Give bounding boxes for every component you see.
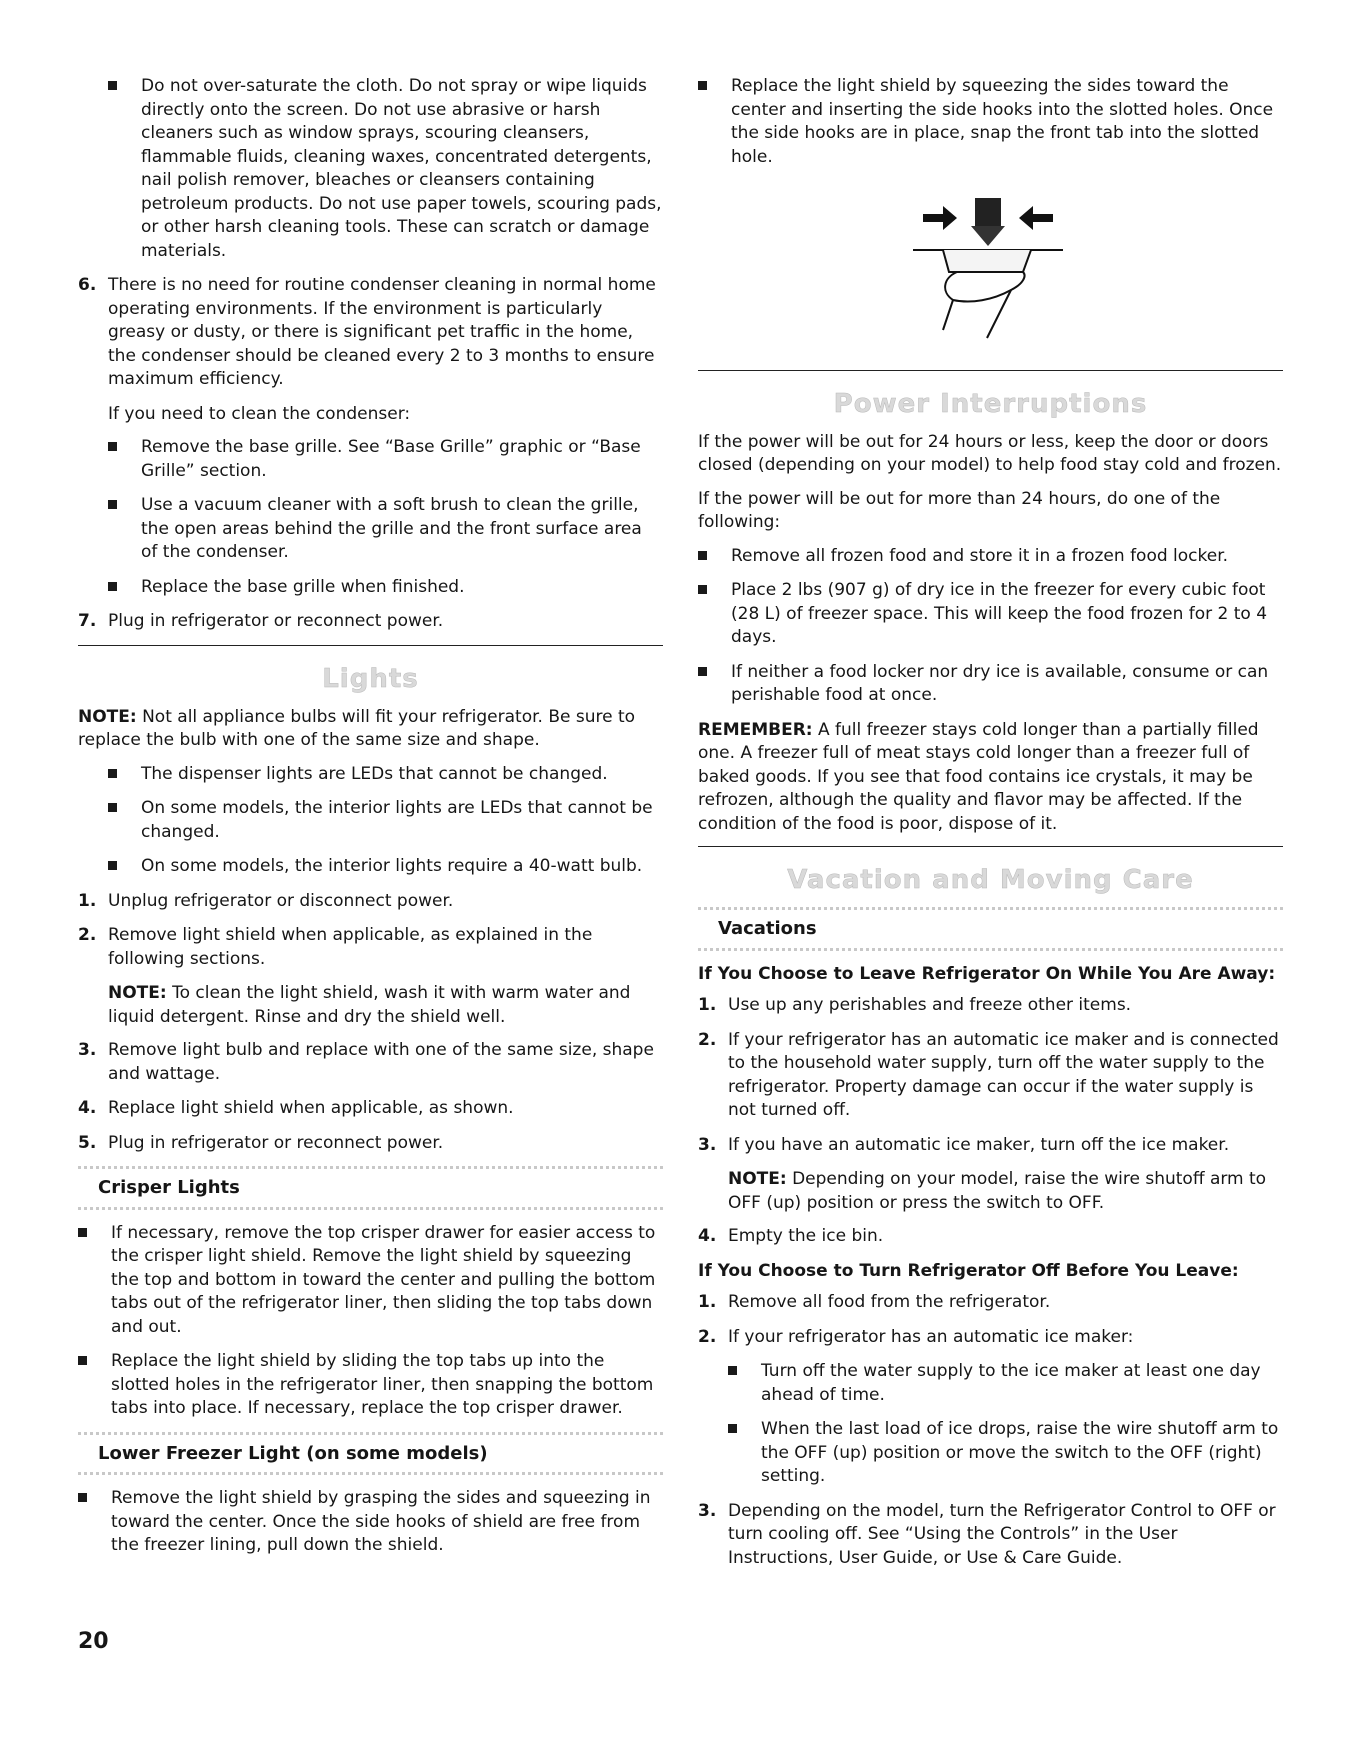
subsection-title-crisper-lights: Crisper Lights	[78, 1166, 663, 1210]
bullet-icon	[698, 551, 707, 560]
list-item: On some models, the interior lights require a 40-watt bulb.	[108, 855, 663, 879]
page-number: 20	[78, 1629, 109, 1654]
list-item: 3. If you have an automatic ice maker, turn off the ice maker.	[698, 1134, 1230, 1155]
list-item: Remove the base grille. See “Base Grille” graphic or “Base Grille” section.	[108, 436, 663, 483]
right-column	[698, 75, 1283, 1581]
minor-heading: If You Choose to Leave Refrigerator On While You Are Away:	[698, 963, 1276, 984]
bullet-icon	[698, 81, 707, 90]
paragraph: If you need to clean the condenser:	[108, 403, 411, 424]
bullet-icon	[108, 81, 117, 90]
bullet-icon	[108, 442, 117, 451]
list-item: On some models, the interior lights are LEDs that cannot be changed.	[108, 797, 663, 844]
list-item: 2. If your refrigerator has an automatic ice maker:	[698, 1326, 1134, 1347]
list-item: 2. If your refrigerator has an automatic ice maker and is connected to the household water supply, turn off the water supply to the refrigerator. Property damage can occur if the water supply is not turned off.	[698, 1029, 1279, 1120]
list-item: Use a vacuum cleaner with a soft brush to clean the grille, the open areas behind the grille and the front surface area of the condenser.	[108, 494, 663, 565]
bullet-icon	[108, 803, 117, 812]
light-shield-illustration	[913, 192, 1063, 342]
list-item: 5. Plug in refrigerator or reconnect power.	[78, 1132, 444, 1153]
list-item: 4. Replace light shield when applicable, as shown.	[78, 1098, 514, 1118]
list-item: Do not over-saturate the cloth. Do not spray or wipe liquids directly onto the screen. Do not use abrasive or harsh cleaners such as window sprays, scouring cleansers, flammable fluids, cleaning waxes, concentrated detergents, nail polish remover, bleaches or cleansers containing petroleum products. Do not use paper towels, scouring pads, or other harsh cleaning tools. These can scratch or damage materials.	[108, 75, 663, 263]
left-column	[78, 75, 663, 1569]
list-item: 3. Depending on the model, turn the Refrigerator Control to OFF or turn cooling off. See “Using the Controls” in the User Instructions, User Guide, or Use & Care Guide.	[698, 1500, 1276, 1568]
list-item: If neither a food locker nor dry ice is available, consume or can perishable food at once.	[698, 661, 1283, 708]
hand-icon	[913, 250, 1063, 338]
note-paragraph: NOTE: Not all appliance bulbs will fit your refrigerator. Be sure to replace the bulb with one of the same size and shape.	[78, 706, 636, 750]
bullet-icon	[698, 667, 707, 676]
bullet-icon	[108, 861, 117, 870]
note-paragraph: NOTE: Depending on your model, raise the wire shutoff arm to OFF (up) position or press the switch to OFF.	[728, 1169, 1267, 1213]
paragraph: If the power will be out for more than 24 hours, do one of the following:	[698, 488, 1221, 532]
section-title-lights: Lights	[322, 663, 419, 694]
note-paragraph: NOTE: To clean the light shield, wash it with warm water and liquid detergent. Rinse and dry the shield well.	[108, 983, 631, 1027]
list-item: If necessary, remove the top crisper drawer for easier access to the crisper light shield. Remove the light shield by squeezing the top and bottom in toward the center and pulling the bottom tabs out of the refrigerator liner, then sliding the top tabs down and out.	[78, 1222, 663, 1340]
list-item: Remove the light shield by grasping the sides and squeezing in toward the center. Once the side hooks of shield are free from the freezer lining, pull down the shield.	[78, 1487, 663, 1558]
list-item: 2. Remove light shield when applicable, as explained in the following sections.	[78, 925, 593, 969]
list-item: When the last load of ice drops, raise the wire shutoff arm to the OFF (up) position or move the switch to the OFF (right) setting.	[728, 1418, 1283, 1489]
list-item: 6. There is no need for routine condenser cleaning in normal home operating environments. If the environment is particularly greasy or dusty, or there is significant pet traffic in the home, the condenser should be cleaned every 2 to 3 months to ensure maximum efficiency.	[78, 275, 656, 389]
section-divider	[698, 846, 1283, 847]
remember-label: REMEMBER:	[698, 719, 813, 740]
section-divider	[698, 370, 1283, 371]
list-item: Replace the light shield by sliding the top tabs up into the slotted holes in the refrigerator liner, then snapping the bottom tabs into place. If necessary, replace the top crisper drawer.	[78, 1350, 663, 1421]
section-title-vacation-moving-care: Vacation and Moving Care	[787, 865, 1194, 895]
bullet-icon	[78, 1356, 87, 1365]
list-item: 1. Use up any perishables and freeze other items.	[698, 995, 1132, 1015]
list-item: Replace the base grille when finished.	[108, 576, 663, 600]
list-item: Replace the light shield by squeezing the sides toward the center and inserting the side hooks into the slotted holes. Once the side hooks are in place, snap the front tab into the slotted hole.	[698, 75, 1283, 169]
remember-paragraph: REMEMBER: A full freezer stays cold longer than a partially filled one. A freezer full of meat stays cold longer than a freezer full of baked goods. If you see that food contains ice crystals, it may be refrozen, although the quality and flavor may be affected. If the condition of the food is poor, dispose of it.	[698, 719, 1259, 834]
bullet-icon	[108, 769, 117, 778]
note-label: NOTE:	[78, 706, 137, 727]
bullet-icon	[108, 582, 117, 591]
list-item: Place 2 lbs (907 g) of dry ice in the freezer for every cubic foot (28 L) of freezer space. This will keep the food frozen for 2 to 4 days.	[698, 579, 1283, 650]
minor-heading: If You Choose to Turn Refrigerator Off Before You Leave:	[698, 1260, 1239, 1281]
bullet-icon	[78, 1493, 87, 1502]
list-item: 1. Remove all food from the refrigerator.	[698, 1292, 1051, 1312]
bullet-icon	[108, 500, 117, 509]
bullet-icon	[698, 585, 707, 594]
list-item: 1. Unplug refrigerator or disconnect power.	[78, 890, 454, 911]
section-divider	[78, 645, 663, 646]
bullet-icon	[78, 1228, 87, 1237]
list-item: 7. Plug in refrigerator or reconnect power.	[78, 611, 444, 631]
list-item: Remove all frozen food and store it in a frozen food locker.	[698, 545, 1283, 569]
bullet-icon	[728, 1366, 737, 1375]
list-item: 3. Remove light bulb and replace with one of the same size, shape and wattage.	[78, 1040, 654, 1084]
paragraph: If the power will be out for 24 hours or less, keep the door or doors closed (depending on your model) to help food stay cold and frozen.	[698, 431, 1282, 475]
bullet-icon	[728, 1424, 737, 1433]
subsection-title-lower-freezer-light: Lower Freezer Light (on some models)	[78, 1432, 663, 1476]
list-item: The dispenser lights are LEDs that cannot be changed.	[108, 763, 663, 787]
section-title-power-interruptions: Power Interruptions	[833, 388, 1148, 419]
list-item: 4. Empty the ice bin.	[698, 1226, 884, 1246]
list-item: Turn off the water supply to the ice maker at least one day ahead of time.	[728, 1360, 1283, 1407]
squeeze-arrows-icon	[923, 198, 1053, 246]
subsection-title-vacations: Vacations	[698, 907, 1283, 951]
